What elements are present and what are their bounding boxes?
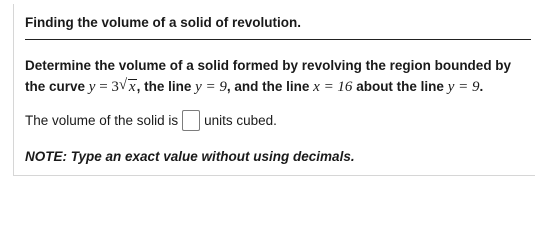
answer-row: [25, 110, 277, 131]
note-text: NOTE: Type an exact value without using decimals.: [25, 149, 355, 164]
answer-suffix: units cubed.: [204, 113, 277, 128]
question-text-part: , the line: [136, 79, 196, 94]
question-text-part: Determine the volume of a solid formed by revolving the region bounded by the curve: [25, 58, 512, 94]
problem-title: Finding the volume of a solid of revolution.: [25, 15, 301, 30]
radicand: [128, 79, 137, 94]
line-equation-x: x = 16: [313, 79, 353, 95]
title-divider: [25, 39, 531, 40]
answer-prefix: The volume of the solid is: [25, 113, 179, 128]
line-equation-y: y = 9: [195, 79, 227, 95]
curve-operator: = 3: [95, 79, 119, 95]
question-text-part: , and the line: [226, 79, 314, 94]
question-text-part: .: [479, 79, 484, 94]
curve-var-y: y: [88, 79, 96, 95]
curve-equation: [89, 79, 137, 95]
answer-input[interactable]: [182, 110, 200, 131]
question-text: [25, 55, 530, 98]
radicand-var: x: [128, 79, 136, 95]
question-panel: [13, 4, 535, 176]
question-text-part: about the line: [352, 79, 448, 94]
square-root: [119, 77, 137, 98]
axis-of-revolution: y = 9: [447, 79, 480, 95]
